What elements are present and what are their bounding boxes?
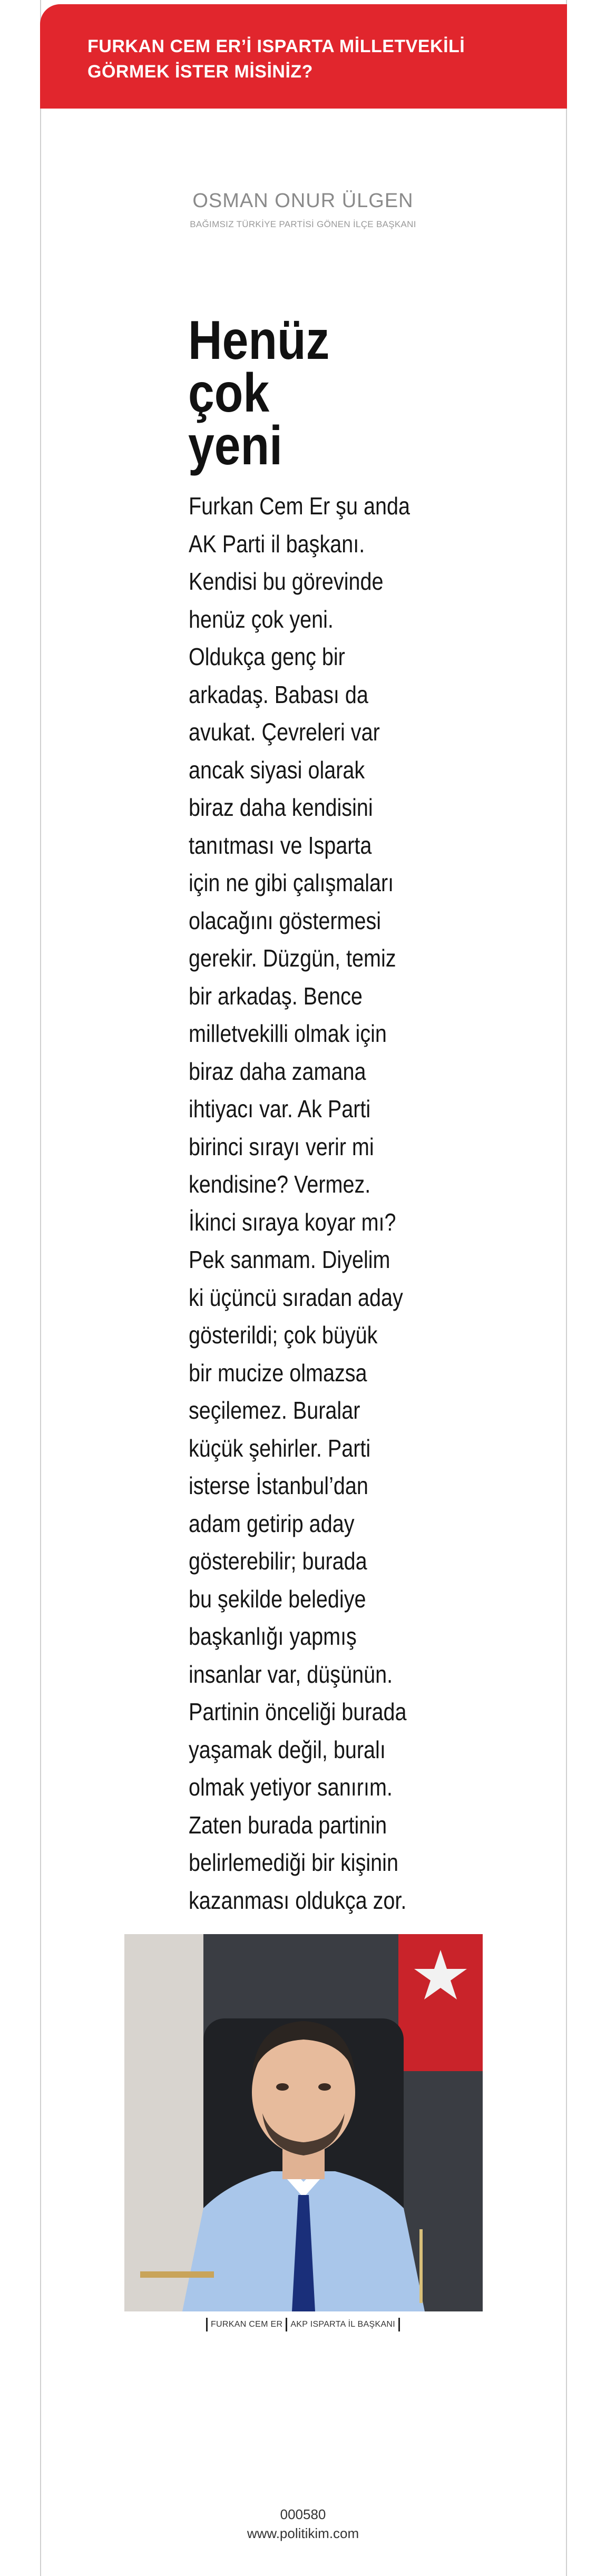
body-line: Kendisi bu görevinde <box>189 568 384 595</box>
body-line: gösterebilir; burada <box>189 1547 367 1575</box>
body-line: Pek sanmam. Diyelim <box>189 1246 390 1273</box>
body-line: yaşamak değil, buralı <box>189 1735 386 1763</box>
body-line: küçük şehirler. Parti <box>189 1434 371 1462</box>
body-line: seçilemez. Buralar <box>189 1397 360 1424</box>
portrait-photo <box>124 1934 483 2311</box>
headline-line: yeni <box>188 415 282 476</box>
title-banner <box>40 4 567 109</box>
photo-caption <box>0 2318 606 2331</box>
body-line: bir mucize olmazsa <box>189 1359 367 1387</box>
site-url[interactable]: www.politikim.com <box>247 2525 359 2541</box>
caption-role: AKP ISPARTA İL BAŞKANI <box>290 2320 396 2329</box>
banner-title-line-1: FURKAN CEM ER’İ ISPARTA MİLLETVEKİLİ <box>87 36 465 56</box>
body-line: ihtiyacı var. Ak Parti <box>189 1095 371 1123</box>
page-number: 000580 <box>280 2506 326 2522</box>
caption-name: FURKAN CEM ER <box>210 2320 283 2329</box>
body-line: birinci sırayı verir mi <box>189 1133 374 1160</box>
body-line: biraz daha zamana <box>189 1057 366 1085</box>
body-line: avukat. Çevreleri var <box>189 718 380 746</box>
body-line: insanlar var, düşünün. <box>189 1660 393 1688</box>
caption-divider <box>206 2318 208 2331</box>
body-line: bu şekilde belediye <box>189 1585 366 1613</box>
body-line: henüz çok yeni. <box>189 605 334 633</box>
body-line: Partinin önceliği burada <box>189 1698 407 1725</box>
body-line: arkadaş. Babası da <box>189 680 368 708</box>
body-line: ki üçüncü sıradan aday <box>189 1283 403 1311</box>
body-line: İkinci sıraya koyar mı? <box>189 1208 396 1236</box>
body-line: gösterildi; çok büyük <box>189 1321 378 1349</box>
body-line: Furkan Cem Er şu anda <box>189 492 410 520</box>
body-line: olmak yetiyor sanırım. <box>189 1773 393 1801</box>
body-line: Oldukça genç bir <box>189 643 345 670</box>
body-line: ancak siyasi olarak <box>189 756 365 784</box>
caption-divider <box>286 2318 287 2331</box>
author-name: OSMAN ONUR ÜLGEN <box>192 190 414 212</box>
body-line: biraz daha kendisini <box>189 794 373 821</box>
body-line: Zaten burada partinin <box>189 1811 387 1839</box>
author-title: BAĞIMSIZ TÜRKİYE PARTİSİ GÖNEN İLÇE BAŞKANI <box>190 219 416 229</box>
article-headline <box>188 310 378 476</box>
body-line: bir arkadaş. Bence <box>189 982 363 1010</box>
body-line: tanıtması ve Isparta <box>189 831 372 859</box>
body-line: olacağını göstermesi <box>189 906 382 934</box>
body-line: isterse İstanbul’dan <box>189 1472 368 1499</box>
body-line: kazanması oldukça zor. <box>189 1886 407 1914</box>
body-line: adam getirip aday <box>189 1509 355 1537</box>
banner-title <box>87 34 520 84</box>
article-body <box>189 487 436 1919</box>
body-line: belirlemediği bir kişinin <box>189 1849 398 1876</box>
body-line: başkanlığı yapmış <box>189 1623 357 1650</box>
headline-line: çok <box>188 363 270 424</box>
body-line: milletvekilli olmak için <box>189 1020 387 1047</box>
body-line: için ne gibi çalışmaları <box>189 869 394 896</box>
body-line: AK Parti il başkanı. <box>189 530 365 558</box>
caption-divider <box>398 2318 400 2331</box>
body-line: gerekir. Düzgün, temiz <box>189 944 396 972</box>
headline-line: Henüz <box>188 310 330 371</box>
banner-title-line-2: GÖRMEK İSTER MİSİNİZ? <box>87 62 313 82</box>
body-line: kendisine? Vermez. <box>189 1170 371 1198</box>
